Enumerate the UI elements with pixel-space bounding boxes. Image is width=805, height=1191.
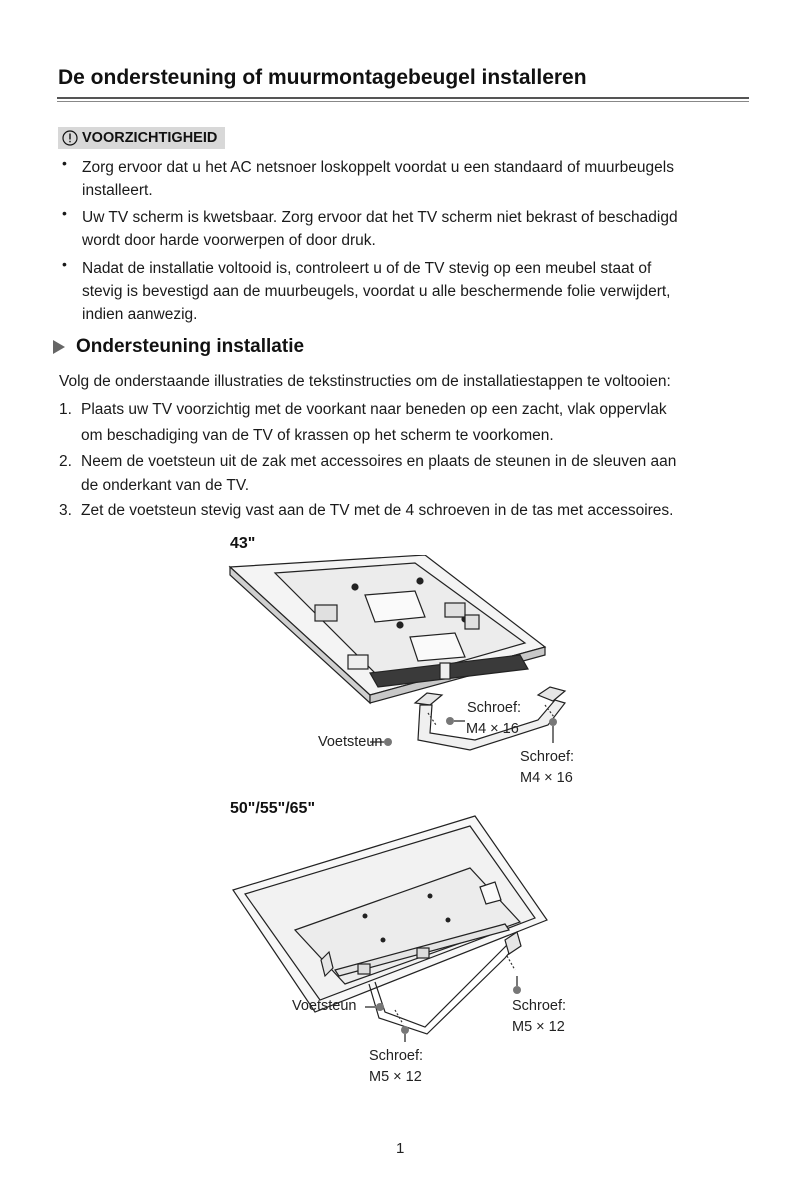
bullet-dot-icon: • bbox=[62, 256, 67, 272]
figure-2-model-label: 50"/55"/65" bbox=[230, 800, 316, 817]
triangle-marker-icon bbox=[52, 339, 66, 355]
intro-text: Volg de onderstaande illustraties de tekstinstructies om de installatiestappen te voltooien: bbox=[59, 373, 671, 390]
figure-2-screw-callout-b: Schroef: M5 × 12 bbox=[512, 998, 566, 1035]
caution-item-1: • Zorg ervoor dat u het AC netsnoer loskoppelt voordat u een standaard of muurbeugels installeert. bbox=[82, 156, 674, 202]
page-title: De ondersteuning of muurmontagebeugel installeren bbox=[58, 66, 587, 89]
section-heading: Ondersteuning installatie bbox=[52, 336, 304, 358]
step-3: 3. Zet de voetsteun stevig vast aan de TV met de 4 schroeven in de tas met accessoires. bbox=[59, 502, 674, 519]
figure-1-screw-callout-a: Schroef: M4 × 16 bbox=[466, 700, 521, 737]
figure-1-model-label: 43" bbox=[230, 535, 256, 552]
title-rule bbox=[57, 97, 749, 99]
title-rule-thin bbox=[57, 101, 749, 102]
figure-1-screw-callout-b: Schroef: M4 × 16 bbox=[520, 749, 574, 786]
step-2: 2. Neem de voetsteun uit de zak met accessoires en plaats de steunen in de sleuven aan de onderkant van de TV. bbox=[59, 453, 677, 494]
caution-label: VOORZICHTIGHEID bbox=[82, 130, 218, 146]
warning-icon bbox=[62, 130, 78, 146]
caution-item-3: • Nadat de installatie voltooid is, controleert u of de TV stevig op een meubel staat of stevig is bevestigd aan de muurbeugels, voordat u alle beschermende folie verwijdert, indien aanwezig. bbox=[82, 257, 670, 326]
step-1: 1. Plaats uw TV voorzichtig met de voorkant naar beneden op een zacht, vlak oppervlak om beschadiging van de TV of krassen op het scherm te voorkomen. bbox=[59, 401, 667, 444]
bullet-dot-icon: • bbox=[62, 205, 67, 221]
figure-2-screw-callout-a: Schroef: M5 × 12 bbox=[369, 1048, 423, 1085]
page-number: 1 bbox=[396, 1140, 405, 1157]
bullet-dot-icon: • bbox=[62, 155, 67, 171]
figure-2-stand-label: Voetsteun bbox=[292, 998, 357, 1014]
figure-1-stand-label: Voetsteun bbox=[318, 734, 383, 750]
tv-43-illustration bbox=[220, 555, 600, 755]
caution-item-2: • Uw TV scherm is kwetsbaar. Zorg ervoor dat het TV scherm niet bekrast of beschadigd wordt door harde voorwerpen of door druk. bbox=[82, 206, 678, 252]
caution-tag bbox=[58, 127, 225, 149]
